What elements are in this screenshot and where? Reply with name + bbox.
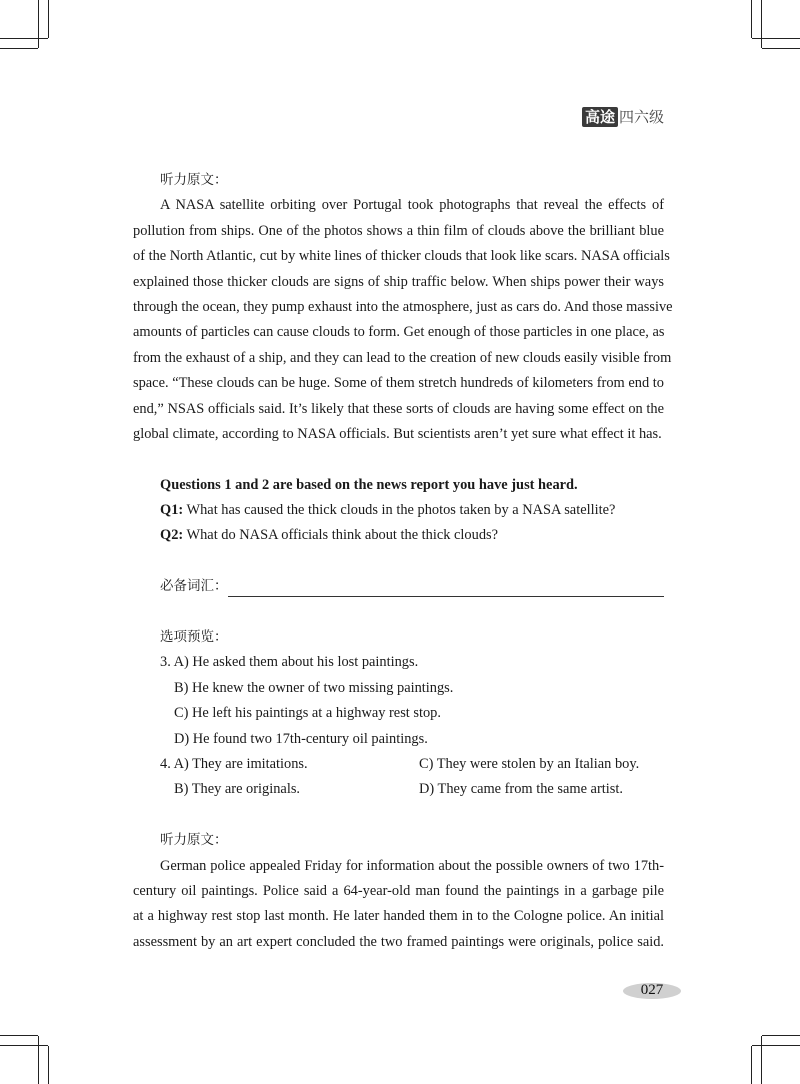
spacer xyxy=(133,447,664,472)
questions-intro: Questions 1 and 2 are based on the news report you have just heard. xyxy=(160,476,578,493)
crop-mark xyxy=(0,38,48,39)
paragraph-line: through the ocean, they pump exhaust into the atmosphere, just as cars do. And those massive xyxy=(133,298,673,315)
brand-subtitle: 四六级 xyxy=(618,108,664,126)
page-number: 027 xyxy=(640,982,664,998)
option-item: D) He found two 17th-century oil paintings. xyxy=(174,730,428,747)
option-row xyxy=(133,777,664,802)
brand-logo-box: 高途 xyxy=(582,107,618,127)
question-text: What do NASA officials think about the thick clouds? xyxy=(186,527,499,544)
section-heading: 听力原文： xyxy=(160,832,228,849)
question-text: What has caused the thick clouds in the photos taken by a NASA satellite? xyxy=(186,502,616,519)
spacer xyxy=(133,600,664,625)
crop-mark xyxy=(762,48,800,49)
question-label: Q1: xyxy=(160,502,184,519)
vocab-label: 必备词汇： xyxy=(160,578,228,595)
paragraph-line: A NASA satellite orbiting over Portugal took photographs that reveal the effects of xyxy=(160,197,664,214)
paragraph-line: space. “These clouds can be huge. Some of them stretch hundreds of kilometers from end to xyxy=(133,375,664,392)
spacer xyxy=(133,549,664,574)
crop-mark xyxy=(48,1046,49,1084)
paragraph-line: of the North Atlantic, cut by white lines of thicker clouds that look like scars. NASA officials xyxy=(133,248,670,265)
crop-mark xyxy=(762,1035,800,1036)
vocab-blank-line[interactable] xyxy=(228,578,665,597)
paragraph-line: end,” NSAS officials said. It’s likely that these sorts of clouds are having some effect on the xyxy=(133,400,664,417)
crop-mark xyxy=(751,1046,752,1084)
crop-mark xyxy=(752,38,800,39)
spacer xyxy=(133,803,664,828)
option-item: C) He left his paintings at a highway rest stop. xyxy=(174,705,441,722)
option-item: D) They came from the same artist. xyxy=(419,781,623,798)
option-item: C) They were stolen by an Italian boy. xyxy=(419,755,640,772)
question-2 xyxy=(133,523,664,548)
vocab-field xyxy=(133,574,664,599)
page-content xyxy=(133,168,673,955)
page-number-badge xyxy=(623,980,681,1002)
crop-mark xyxy=(0,48,38,49)
paragraph-line: amounts of particles can cause clouds to form. Get enough of those particles in one place, as xyxy=(133,324,665,341)
option-row xyxy=(133,752,664,777)
crop-mark xyxy=(38,0,39,48)
paragraph-line: century oil paintings. Police said a 64-year-old man found the paintings in a garbage pile xyxy=(133,882,664,899)
crop-mark xyxy=(0,1035,38,1036)
section-heading: 听力原文： xyxy=(160,172,228,188)
crop-mark xyxy=(48,0,49,38)
option-item: B) He knew the owner of two missing paintings. xyxy=(174,679,454,696)
question-label: Q2: xyxy=(160,527,184,544)
crop-mark xyxy=(751,0,752,38)
paragraph-line: pollution from ships. One of the photos shows a thin film of clouds above the brilliant blue xyxy=(133,222,664,239)
crop-mark xyxy=(761,1036,762,1084)
section-heading: 选项预览： xyxy=(160,629,228,646)
option-item: 3. A) He asked them about his lost paintings. xyxy=(160,654,419,671)
crop-mark xyxy=(761,0,762,48)
option-item: B) They are originals. xyxy=(174,781,301,798)
paragraph-line: explained those thicker clouds are signs of ship traffic below. When ships power their ways xyxy=(133,273,664,290)
crop-mark xyxy=(38,1036,39,1084)
question-1 xyxy=(133,498,664,523)
crop-mark xyxy=(0,1045,48,1046)
paragraph-line: German police appealed Friday for information about the possible owners of two 17th- xyxy=(160,857,664,874)
page-header xyxy=(582,107,664,127)
paragraph-line: global climate, according to NASA officials. But scientists aren’t yet sure what effect it has. xyxy=(133,425,662,442)
option-item: 4. A) They are imitations. xyxy=(160,755,308,772)
paragraph-line: from the exhaust of a ship, and they can lead to the creation of new clouds easily visible from xyxy=(133,349,672,366)
paragraph-line: at a highway rest stop last month. He later handed them in to the Cologne police. An initial xyxy=(133,908,664,925)
paragraph-line: assessment by an art expert concluded the two framed paintings were originals, police said. xyxy=(133,933,664,950)
crop-mark xyxy=(752,1045,800,1046)
